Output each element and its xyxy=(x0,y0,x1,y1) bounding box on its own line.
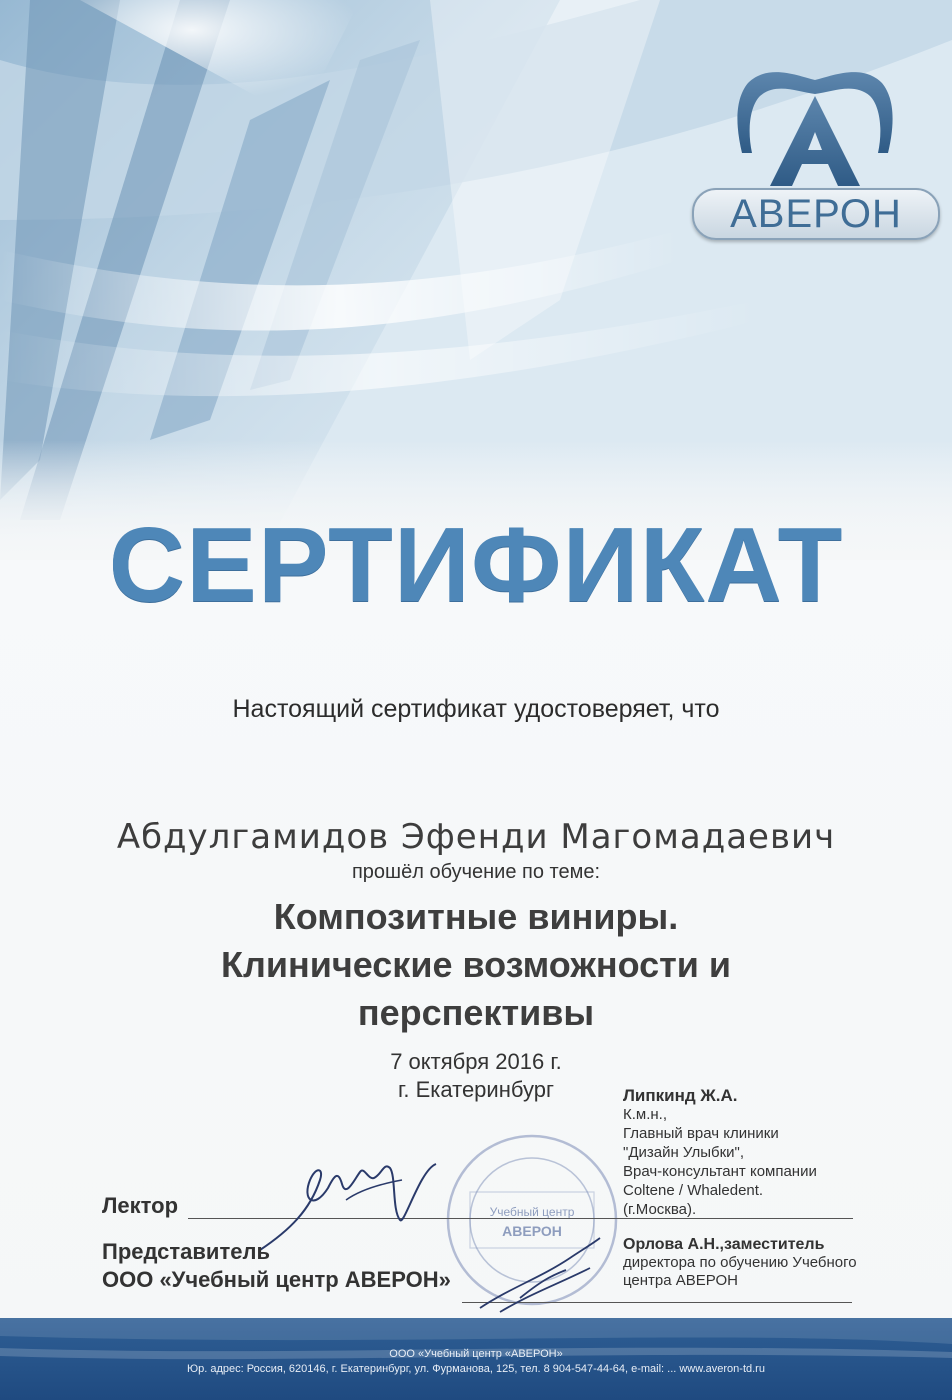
certificate-title: СЕРТИФИКАТ xyxy=(108,506,844,624)
issue-city: г. Екатеринбург xyxy=(398,1077,554,1102)
lecturer-info-line: Главный врач клиники xyxy=(623,1125,779,1142)
course-topic xyxy=(0,893,952,1037)
stamp-text-top: Учебный центр xyxy=(489,1205,575,1219)
intro-text: Настоящий сертификат удостоверяет, что xyxy=(232,695,720,723)
stamp-text-bottom: АВЕРОН xyxy=(502,1223,562,1239)
issue-date: 7 октября 2016 г. xyxy=(390,1049,562,1074)
topic-line: Клинические возможности и xyxy=(220,944,732,985)
lecturer-info-line: "Дизайн Улыбки", xyxy=(623,1144,744,1161)
representative-label xyxy=(102,1238,451,1294)
lecturer-info xyxy=(623,1086,817,1219)
representative-label-line: ООО «Учебный центр АВЕРОН» xyxy=(102,1267,451,1292)
trained-on-text: прошёл обучение по теме: xyxy=(351,861,601,883)
representative-label-line: Представитель xyxy=(102,1239,270,1264)
topic-line: перспективы xyxy=(357,992,595,1033)
logo-letter-a xyxy=(770,96,860,186)
lecturer-info-line: Coltene / Whaledent. xyxy=(623,1182,764,1199)
representative-info xyxy=(623,1236,857,1290)
lecturer-info-line: К.м.н., xyxy=(623,1106,668,1123)
footer-address: Юр. адрес: Россия, 620146, г. Екатеринбург, ул. Фурманова, 125, тел. 8 904-547-44-64, e-mail: ... www.averon-td.ru xyxy=(187,1363,765,1375)
lecturer-info-line: (г.Москва). xyxy=(623,1201,697,1218)
lecturer-info-line: Врач-консультант компании xyxy=(623,1163,817,1180)
lecturer-name: Липкинд Ж.А. xyxy=(623,1086,738,1105)
footer-organization: ООО «Учебный центр «АВЕРОН» xyxy=(389,1348,563,1360)
representative-info-line: центра АВЕРОН xyxy=(623,1272,738,1289)
recipient-name: Абдулгамидов Эфенди Магомадаевич xyxy=(116,817,836,857)
lecturer-label: Лектор xyxy=(102,1193,179,1218)
logo-wordmark: АВЕРОН xyxy=(692,188,940,240)
representative-signature xyxy=(470,1228,620,1318)
representative-name: Орлова А.Н.,заместитель xyxy=(623,1236,825,1253)
topic-line: Композитные виниры. xyxy=(273,896,679,937)
representative-info-line: директора по обучению Учебного xyxy=(623,1254,857,1271)
